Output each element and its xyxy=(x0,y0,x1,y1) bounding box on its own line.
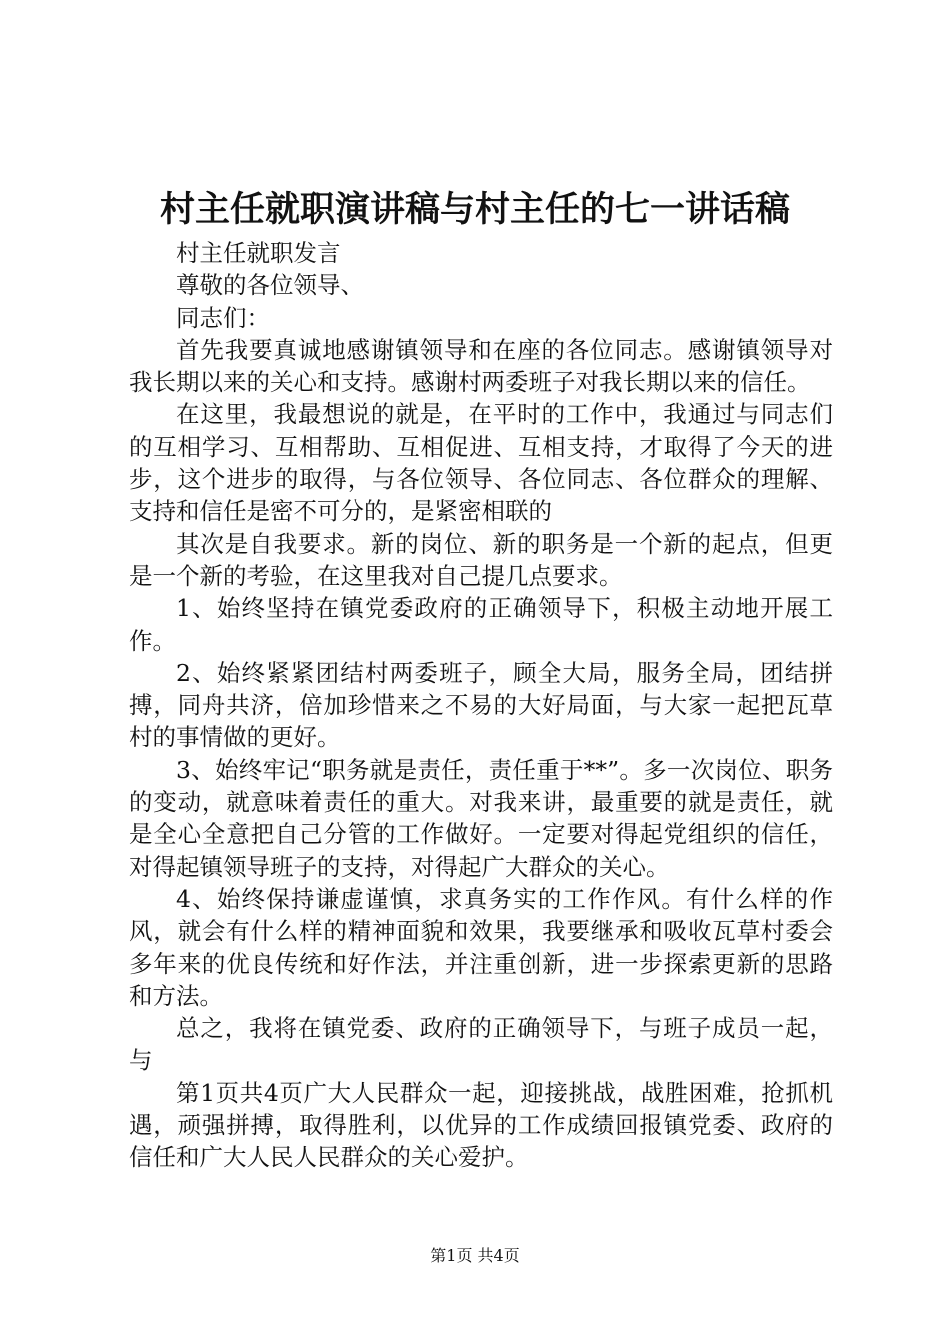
paragraph-progress: 在这里，我最想说的就是，在平时的工作中，我通过与同志们的互相学习、互相帮助、互相促进、互相支持，才取得了今天的进步，这个进步的取得，与各位领导、各位同志、各位群众的理解、支持和信任是密不可分的，是紧密相联的 xyxy=(129,400,833,526)
page-footer: 第1页 共4页 xyxy=(430,1246,520,1265)
paragraph-item-2: 2、始终紧紧团结村两委班子，顾全大局，服务全局，团结拼搏，同舟共济，倍加珍惜来之不易的大好局面，与大家一起把瓦草村的事情做的更好。 xyxy=(129,658,833,752)
paragraph-closing: 第1页共4页广大人民群众一起，迎接挑战，战胜困难，抢抓机遇，顽强拼搏，取得胜利，以优异的工作成绩回报镇党委、政府的信任和广大人民人民群众的关心爱护。 xyxy=(129,1078,833,1172)
paragraph-heading: 村主任就职发言 xyxy=(176,239,341,267)
paragraph-salutation-2: 同志们： xyxy=(176,303,270,332)
paragraph-item-3: 3、始终牢记“职务就是责任，责任重于**”。多一次岗位、职务的变动，就意味着责任的重大。对我来讲，最重要的就是责任，就是全心全意把自己分管的工作做好。一定要对得起党组织的信任，对得起镇领导班子的支持，对得起广大群众的关心。 xyxy=(129,755,833,881)
paragraph-conclusion: 总之，我将在镇党委、政府的正确领导下，与班子成员一起，与 xyxy=(129,1014,833,1075)
document-title: 村主任就职演讲稿与村主任的七一讲话稿 xyxy=(159,190,790,230)
paragraph-thanks: 首先我要真诚地感谢镇领导和在座的各位同志。感谢镇领导对我长期以来的关心和支持。感谢村两委班子对我长期以来的信任。 xyxy=(129,335,833,397)
document-body xyxy=(129,237,833,1174)
paragraph-salutation-1: 尊敬的各位领导、 xyxy=(176,271,364,300)
paragraph-item-4: 4、始终保持谦虚谨慎，求真务实的工作作风。有什么样的作风，就会有什么样的精神面貌和效果，我要继承和吸收瓦草村委会多年来的优良传统和好作法，并注重创新，进一步探索更新的思路和方法。 xyxy=(129,884,833,1010)
paragraph-item-1: 1、始终坚持在镇党委政府的正确领导下，积极主动地开展工作。 xyxy=(129,594,833,655)
paragraph-requirements: 其次是自我要求。新的岗位、新的职务是一个新的起点，但更是一个新的考验，在这里我对自己提几点要求。 xyxy=(129,529,833,590)
